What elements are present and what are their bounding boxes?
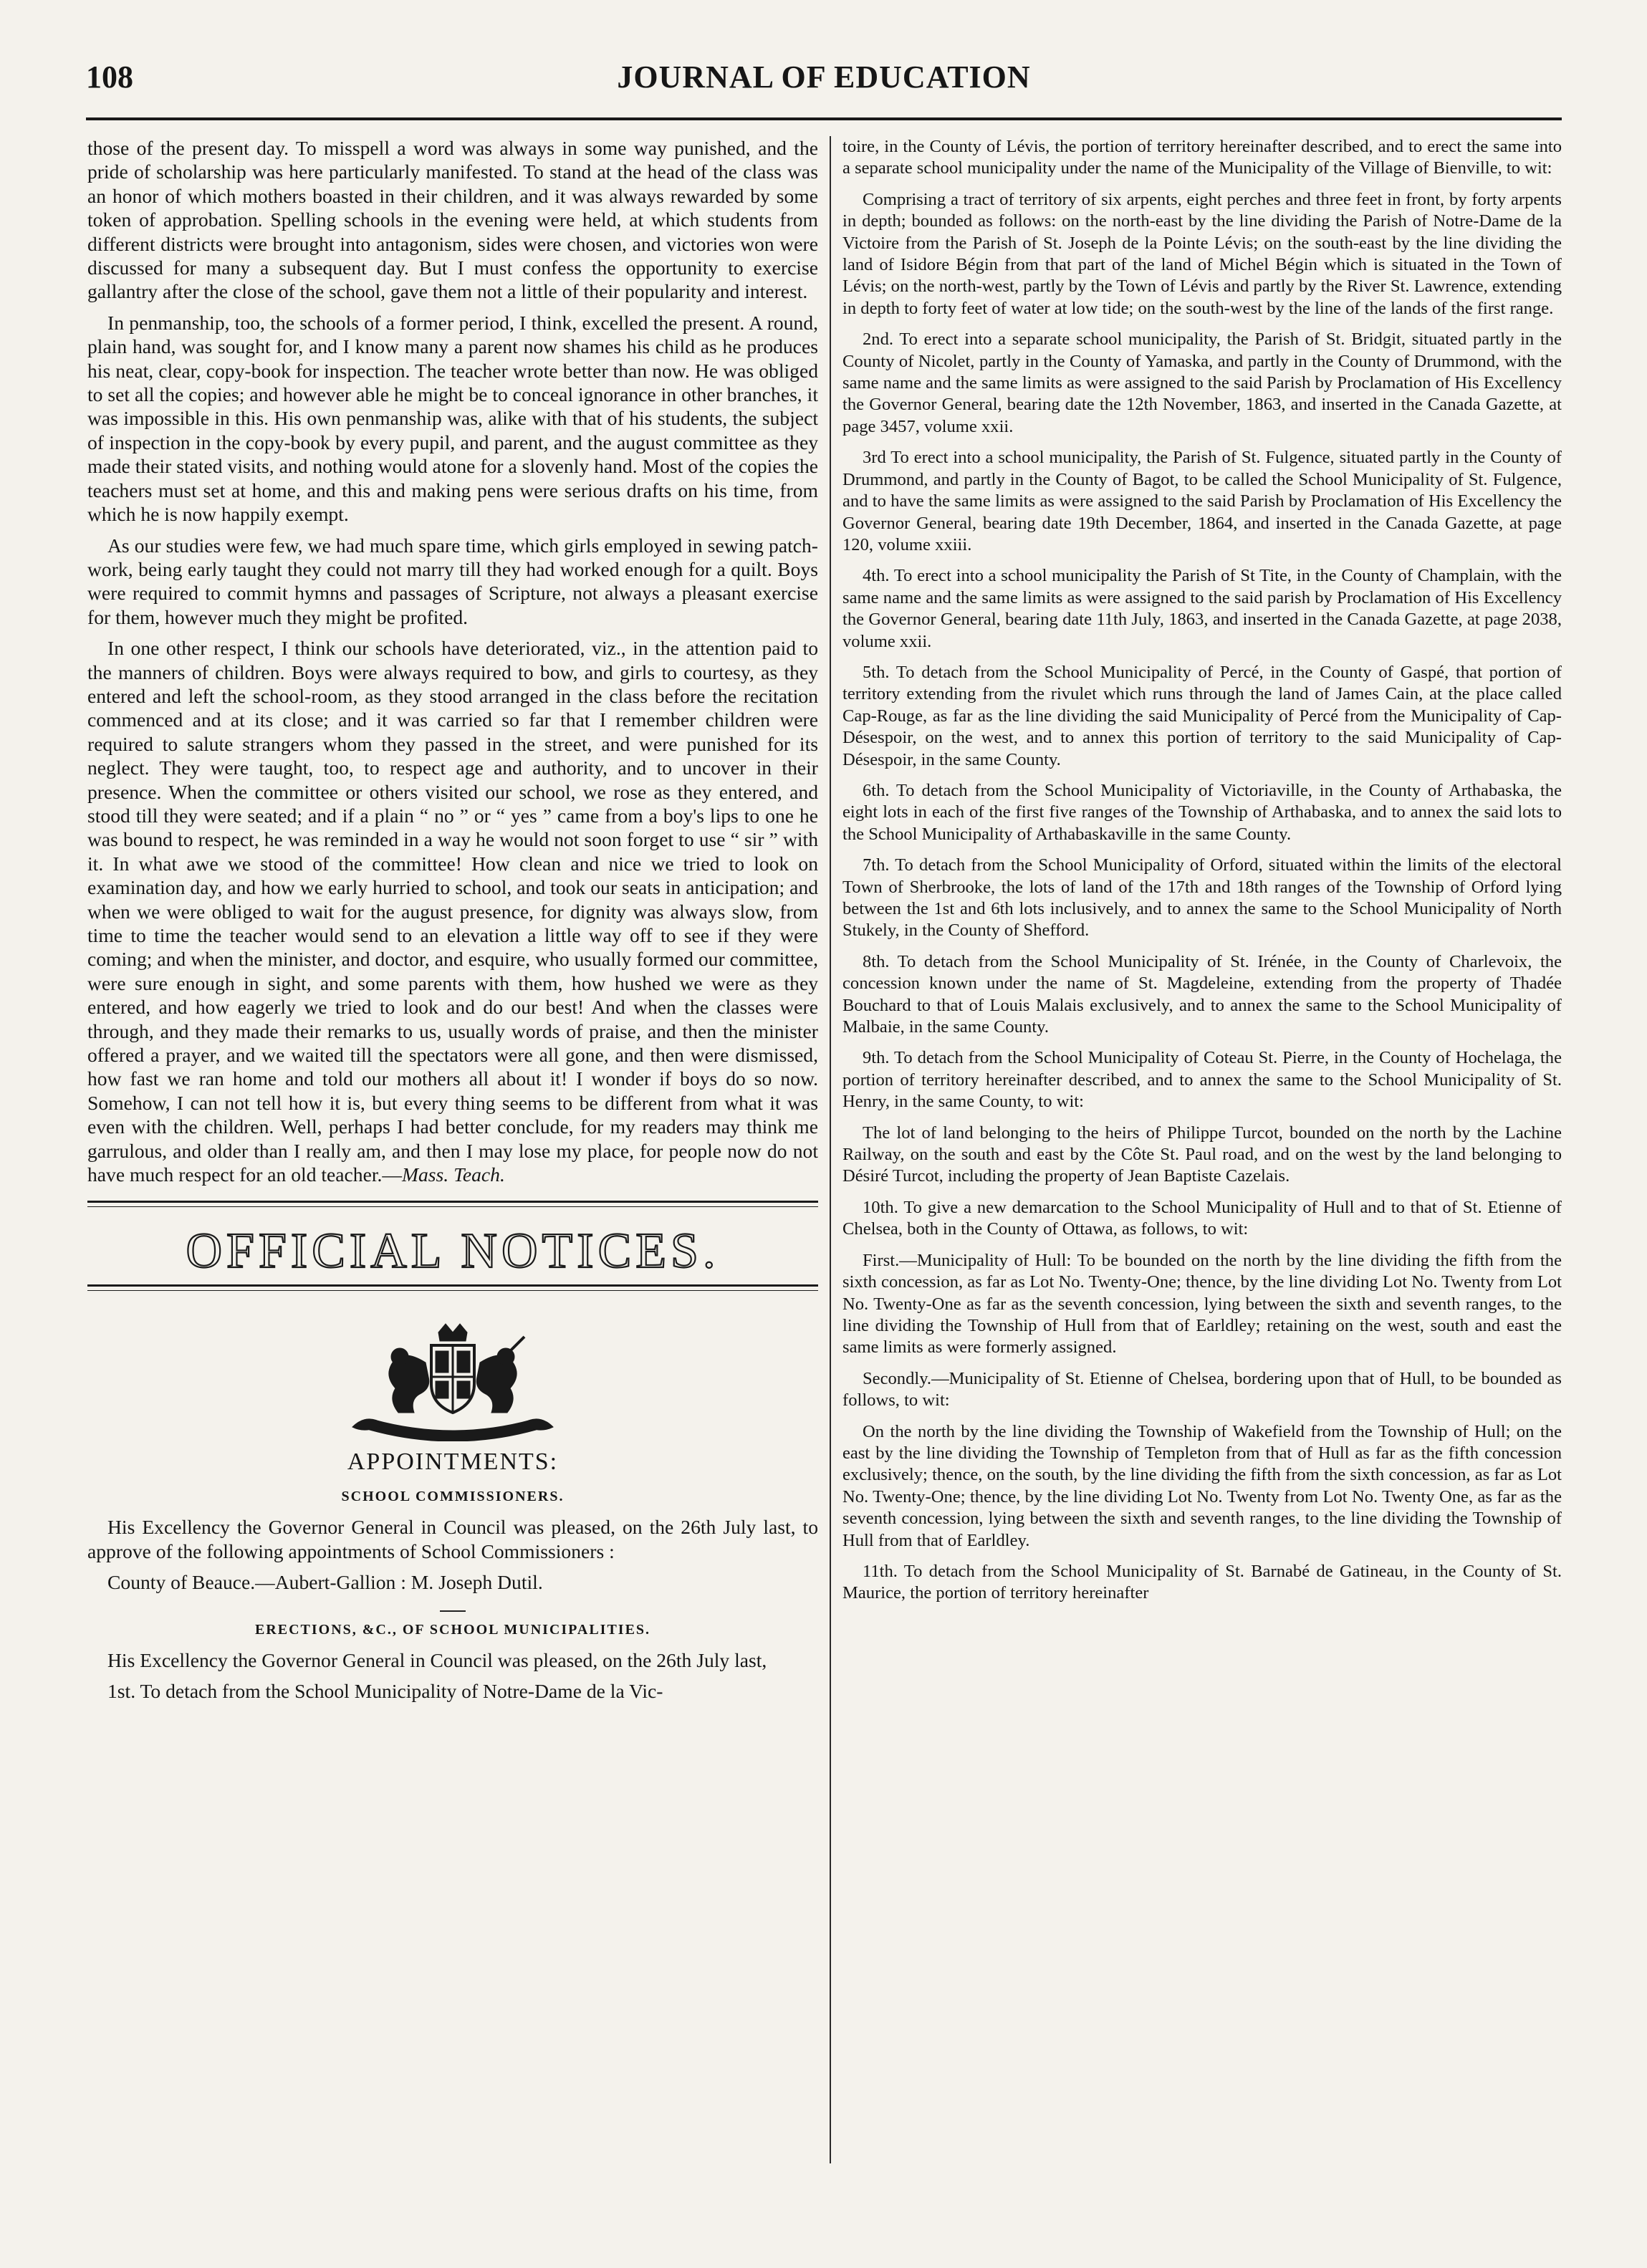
- article-signature: Mass. Teach.: [402, 1163, 505, 1186]
- notice-paragraph: First.—Municipality of Hull: To be bounded on the north by the line dividing the fifth from the sixth concession, as far as Lot No. Twenty-One; thence, by the line dividing Lot No. Twenty from Lot No. Twenty-One as far as the seventh concession, lying between the sixth and seventh ranges, to the line dividing the Township of Hull from that of Earldley; retaining on the west, south and east the same limits as were formerly assigned.: [842, 1250, 1562, 1358]
- notice-paragraph: 8th. To detach from the School Municipality of St. Irénée, in the County of Charlevoix, the concession known under the name of St. Magdeleine, extending from the property of Thadée Bouchard to that of Louis Malais exclusively, and to annex the same to the School Municipality of Malbaie, in the same County.: [842, 951, 1562, 1037]
- left-column: [87, 136, 818, 2163]
- notice-paragraph: 2nd. To erect into a separate school municipality, the Parish of St. Bridgit, situated partly in the County of Nicolet, partly in the County of Yamaska, and partly in the County of Drummond, with the same name and the same limits as were assigned to the said Parish by Proclamation of His Excellency the Governor General, bearing date the 12th November, 1863, and inserted in the Canada Gazette, at page 3457, volume xxii.: [842, 330, 1562, 436]
- notice-paragraph: The lot of land belonging to the heirs of Philippe Turcot, bounded on the north by the Lachine Railway, on the south and east by the Côte St. Paul road, and on the west by the land belonging to Désiré Turcot, including the property of Jean Baptiste Cazelais.: [842, 1123, 1562, 1186]
- article-paragraph: In penmanship, too, the schools of a former period, I think, excelled the present. A round, plain hand, was sought for, and I know many a parent now shames his child as he produces his neat, clear, copy-book for inspection. The teacher wrote better than now. He was obliged to set all the copies; and however able he might be to conceal ignorance in other branches, it was impossible in this. His own penmanship was, alike with that of his students, the subject of inspection in the copy-book by every pupil, and parent, and the august committee as they made their stated visits, and nothing would atone for a slovenly hand. Most of the copies the teachers must set at home, and this and making pens were serious drafts on his time, from which he is now happily exempt.: [87, 311, 818, 526]
- article-paragraph: As our studies were few, we had much spare time, which girls employed in sewing patch-work, being early taught they could not marry till they had worked enough for a quilt. Boys were required to commit hymns and passages of Scripture, not always a pleasant exercise for them, however much they might be profited.: [87, 534, 818, 628]
- page-header: [86, 59, 1562, 109]
- article-paragraph: In one other respect, I think our schools have deteriorated, viz., in the attention paid to the manners of children. Boys were always required to bow, and girls to courtesy, as they entered and left the school-room, as they stood arranged in the class before the recitation commenced and at its close; and it was carried so far that I remember children were required to salute strangers whom they passed in the street, and were punished for its neglect. They were taught, too, to respect age and authority, and to uncover in their presence. When the committee or others visited our school, we rose as they entered, and stood till they were seated; and if a plain “ no ” or “ yes ” came from a boy's lips to one he was bound to respect, he was reminded in a way he would not soon forget to use “ sir ” with it. In what awe we stood of the committee! How clean and nice we tried to look on examination day, and how we early hurried to school, and took our seats in anticipation; and when we were obliged to wait for the august presence, for dignity was always slow, from time to time the teacher would send to an elevation a little way off to see if they were coming; and when the minister, and doctor, and esquire, who usually formed our committee, were sure enough in sight, and some parents with them, how hushed we were as they entered, and how eagerly we tried to look and do our best! And when the classes were through, and they made their remarks to us, usually words of praise, and then the minister offered a prayer, and we waited till the spectators were all gone, and then were dismissed, how fast we ran home and told our mothers all about it! I wonder if boys do so now. Somehow, I can not tell how it is, but every thing seems to be different from what it was even with the children. Well, perhaps I had better conclude, for my readers may think me garrulous, and older than I really am, and then I may lose my place, for people now do not have much respect for an old teacher.—Mass. Teach.: [87, 637, 818, 1186]
- notice-paragraph: 10th. To give a new demarcation to the School Municipality of Hull and to that of St. Etienne of Chelsea, both in the County of Ottawa, as follows, to wit:: [842, 1197, 1562, 1239]
- erections-text: His Excellency the Governor General in Council was pleased, on the 26th July last,: [107, 1648, 767, 1671]
- beauce-entry: County of Beauce.—Aubert-Gallion : M. Joseph Dutil.: [107, 1571, 543, 1594]
- notice-paragraph: Secondly.—Municipality of St. Etienne of Chelsea, bordering upon that of Hull, to be bounded as follows, to wit:: [842, 1368, 1562, 1411]
- notice-paragraph: 9th. To detach from the School Municipality of Coteau St. Pierre, in the County of Hochelaga, the portion of territory hereinafter described, and to annex the same to the School Municipality of St. Henry, in the same County, to wit:: [842, 1048, 1562, 1112]
- section-title: OFFICIAL NOTICES.: [186, 1224, 720, 1279]
- notice-paragraph: 7th. To detach from the School Municipality of Orford, situated within the limits of the electoral Town of Sherbrooke, the lots of land of the 17th and 18th ranges of the Township of Orford lying between the 1st and 6th lots inclusively, and to annex the same to the School Municipality of North Stukely, in the County of Shefford.: [842, 855, 1562, 941]
- running-title: JOURNAL OF EDUCATION: [617, 59, 1031, 95]
- column-divider: [830, 136, 831, 2163]
- appointments-heading: APPOINTMENTS:: [347, 1448, 559, 1476]
- right-column: [842, 136, 1562, 2163]
- royal-coat-of-arms-icon: [324, 1320, 582, 1441]
- notice-paragraph: toire, in the County of Lévis, the portion of territory hereinafter described, and to erect the same into a separate school municipality under the name of the Municipality of the Village of Bienville, to wit:: [842, 137, 1562, 178]
- erections-heading: ERECTIONS, &C., OF SCHOOL MUNICIPALITIES.: [254, 1621, 651, 1638]
- notice-paragraph: 5th. To detach from the School Municipality of Percé, in the County of Gaspé, that portion of territory extending from the rivulet which runs through the land of James Cain, at the place called Cap-Rouge, as far as the line dividing the said Municipality of Percé from the Municipality of Cap-Désespoir, on the west, and to annex this portion of territory to the said Municipality of Cap-Désespoir, in the same County.: [842, 662, 1562, 769]
- notice-paragraph: 3rd To erect into a school municipality, the Parish of St. Fulgence, situated partly in the County of Drummond, and partly in the County of Bagot, to be called the School Municipality of St. Fulgence, and to have the same limits as were assigned to the said Parish by Proclamation of His Excellency the Governor General, bearing date 19th December, 1864, and inserted in the Canada Gazette, at page 120, volume xxiii.: [842, 448, 1562, 554]
- commissioners-text: His Excellency the Governor General in Council was pleased, on the 26th July last, to approve of the following appointments of School Commissioners :: [87, 1516, 818, 1562]
- header-rule: [86, 117, 1562, 120]
- section-double-rule: [87, 1201, 818, 1207]
- short-rule: [440, 1610, 466, 1612]
- article-paragraph: those of the present day. To misspell a word was always in some way punished, and the pride of scholarship was here particularly manifested. To stand at the head of the class was an honor of which mothers boasted in their children, and it was always rewarded by some token of approbation. Spelling schools in the evening were held, at which students from different districts were brought into antagonism, sides were chosen, and victories won were discussed for many a subsequent day. But I must confess the opportunity to exercise gallantry after the close of the school, gave them not a little of their popularity and interest.: [87, 137, 818, 303]
- notice-paragraph: Comprising a tract of territory of six arpents, eight perches and three feet in front, by forty arpents in depth; bounded as follows: on the north-east by the line dividing the Parish of Notre-Dame de la Victoire from the Parish of St. Joseph de la Pointe Lévis; on the south-east by the line dividing the land of Isidore Bégin from that part of the land of Michel Bégin which is situated in the Town of Lévis; on the north-west, partly by the Town of Lévis and partly by the River St. Lawrence, extending in depth to forty feet of water at low tide; on the south-west by the line of the lands of the first range.: [842, 189, 1562, 318]
- article-paragraph-text: In one other respect, I think our schools have deteriorated, viz., in the attention paid to the manners of children. Boys were always required to bow, and girls to courtesy, as they entered and left the school-room, as they stood arranged in the class before the recitation commenced and at its close; and it was carried so far that I remember children were required to salute strangers whom they passed in the street, and were punished for its neglect. They were taught, too, to respect age and authority, and to uncover in their presence. When the committee or others visited our school, we rose as they entered, and stood till they were seated; and if a plain “ no ” or “ yes ” came from a boy's lips to one he was bound to respect, he was reminded in a way he would not soon forget to use “ sir ” with it. In what awe we stood of the committee! How clean and nice we tried to look on examination day, and how we early hurried to school, and took our seats in anticipation; and when we were obliged to wait for the august presence, for dignity was always slow, from time to time the teacher would send to an elevation a little way off to see if they were coming; and when the minister, and doctor, and esquire, who usually formed our committee, were sure enough in sight, and some parents with them, how hushed we were as they entered, and how eagerly we tried to look and do our best! And when the classes were through, and they made their remarks to us, usually words of praise, and then the minister offered a prayer, and we waited till the spectators were all gone, and then were dismissed, how fast we ran home and told our mothers all about it! I wonder if boys do so now. Somehow, I can not tell how it is, but every thing seems to be different from what it was even with the children. Well, perhaps I had better conclude, for my readers may think me garrulous, and older than I really am, and then I may lose my place, for people now do not have much respect for an old teacher.: [87, 637, 818, 1186]
- notice-paragraph: 6th. To detach from the School Municipality of Victoriaville, in the County of Arthabaska, the eight lots in each of the first five ranges of the Township of Arthabaska, and to annex the said lots to the School Municipality of Arthabaskaville in the same County.: [842, 780, 1562, 844]
- page-number: 108: [86, 59, 133, 95]
- first-item: 1st. To detach from the School Municipality of Notre-Dame de la Vic-: [107, 1680, 663, 1703]
- section-double-rule-bottom: [87, 1284, 818, 1291]
- notice-paragraph: 11th. To detach from the School Municipality of St. Barnabé de Gatineau, in the County of St. Maurice, the portion of territory hereinafter: [842, 1561, 1562, 1603]
- school-commissioners-heading: SCHOOL COMMISSIONERS.: [341, 1489, 565, 1505]
- notice-paragraph: 4th. To erect into a school municipality the Parish of St Tite, in the County of Champlain, with the same name and the same limits as were assigned to the said parish by Proclamation of His Excellency the Governor General, bearing date 11th July, 1863, and inserted in the Canada Gazette, at page 2038, volume xxii.: [842, 566, 1562, 651]
- notice-paragraph: On the north by the line dividing the Township of Wakefield from the Township of Hull; on the east by the line dividing the Township of Templeton from that of Hull as far as the fifth concession exclusively; thence, on the south, by the line dividing the fifth from the sixth concession, as far as Lot No. Twenty-One; thence, by the line dividing Lot No. Twenty from Lot No. Twenty One, as far as the seventh concession, lying between the sixth and seventh ranges, to the line dividing the Township of Hull from that of Earldley.: [842, 1421, 1562, 1550]
